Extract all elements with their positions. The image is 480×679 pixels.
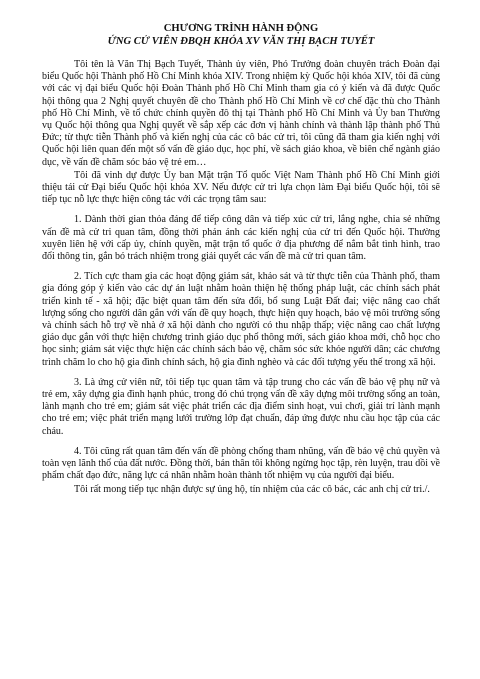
priority-1-paragraph: 1. Dành thời gian thỏa đáng để tiếp công dân và tiếp xúc cử tri, lắng nghe, chia sẻ những vấn đề mà cử tri quan tâm, đồng thời phản ánh các kiến nghị của cử tri đến Quốc hội. Thường xuyên liên hệ với cấp ủy, chính quyền, mặt trận tổ quốc ở địa phương để nắm bắt tình hình, trao đổi thông tin, gắn bó trách nhiệm trong giải quyết các vấn đề mà cử tri quan tâm. xyxy=(42,214,440,263)
priority-3-paragraph: 3. Là ứng cử viên nữ, tôi tiếp tục quan tâm và tập trung cho các vấn đề bảo vệ phụ nữ và trẻ em, xây dựng gia đình hạnh phúc, trong đó chú trọng vấn đề xây dựng môi trường sống an toàn, lành mạnh cho trẻ em; giám sát việc phát triển các địa điểm sinh hoạt, vui chơi, giải trí lành mạnh cho trẻ em; việc phát triển mạng lưới trường lớp đạt chuẩn, đáp ứng được nhu cầu học tập của các cháu. xyxy=(42,376,440,437)
document-subtitle: ỨNG CỬ VIÊN ĐBQH KHÓA XV VĂN THỊ BẠCH TUYẾT xyxy=(107,36,375,47)
nomination-paragraph: Tôi đã vinh dự được Ủy ban Mặt trận Tổ quốc Việt Nam Thành phố Hồ Chí Minh giới thiệu tái cử Đại biểu Quốc hội khóa XV. Nếu được cử tri lựa chọn làm Đại biểu Quốc hội, tôi sẽ tiếp tục nỗ lực thực hiện công tác với các trọng tâm sau: xyxy=(42,169,440,206)
closing-paragraph: Tôi rất mong tiếp tục nhận được sự ủng hộ, tín nhiệm của các cô bác, các anh chị cử tri./. xyxy=(74,483,430,495)
document-title: CHƯƠNG TRÌNH HÀNH ĐỘNG xyxy=(163,23,319,34)
intro-paragraph: Tôi tên là Văn Thị Bạch Tuyết, Thành ủy viên, Phó Trưởng đoàn chuyên trách Đoàn đại biểu Quốc hội Thành phố Hồ Chí Minh khóa XIV. Trong nhiệm kỳ Quốc hội khóa XIV, tôi đã cùng với các vị đại biểu Quốc hội Đoàn Thành phố Hồ Chí Minh tham gia có ý kiến và đã được Quốc hội thông qua 2 Nghị quyết chuyên đề cho Thành phố Hồ Chí Minh về cơ chế đặc thù cho Thành phố Hồ Chí Minh, về tổ chức chính quyền đô thị tại Thành phố Hồ Chí Minh và Ủy ban Thường vụ Quốc hội thông qua Nghị quyết về sắp xếp các đơn vị hành chính và thành lập thành phố Thủ Đức; từ thực tiễn Thành phố và kiến nghị của các cô bác cử tri, tôi cũng đã tham gia kiến nghị với Quốc hội liên quan đến một số vấn đề giáo dục, học phí, về sách giáo khoa, về biên chế ngành giáo dục, về vấn đề chăm sóc bảo vệ trẻ em… xyxy=(42,59,440,168)
priority-2-paragraph: 2. Tích cực tham gia các hoạt động giám sát, khảo sát và từ thực tiễn của Thành phố, tham gia đóng góp ý kiến vào các dự án luật nhằm hoàn thiện hệ thống pháp luật, các chính sách phát triển kinh tế - xã hội; đặc biệt quan tâm đến sửa đổi, bổ sung Luật Đất đai; việc nâng cao chất lượng sống cho người dân gắn với vấn đề quy hoạch, thực hiện quy hoạch, bảo vệ môi trường sống và chính sách hỗ trợ về nhà ở xã hội dành cho người có thu nhập thấp; việc nâng cao chất lượng giáo dục gắn với thực hiện chương trình giáo dục phổ thông mới, sách giáo khoa mới, chỗ học cho học sinh; giám sát việc thực hiện các chính sách bảo vệ, chăm sóc sức khỏe người dân; các chương trình chăm lo cho hộ gia đình chính sách, hộ gia đình nghèo và các đối tượng yếu thế trong xã hội. xyxy=(42,271,440,368)
priority-4-paragraph: 4. Tôi cũng rất quan tâm đến vấn đề phòng chống tham nhũng, vấn đề bảo vệ chủ quyền và toàn vẹn lãnh thổ của đất nước. Đồng thời, bản thân tôi không ngừng học tập, rèn luyện, trau dồi về phẩm chất đạo đức, năng lực cá nhân nhằm hoàn thành tốt nhiệm vụ của người đại biểu. xyxy=(42,445,440,482)
